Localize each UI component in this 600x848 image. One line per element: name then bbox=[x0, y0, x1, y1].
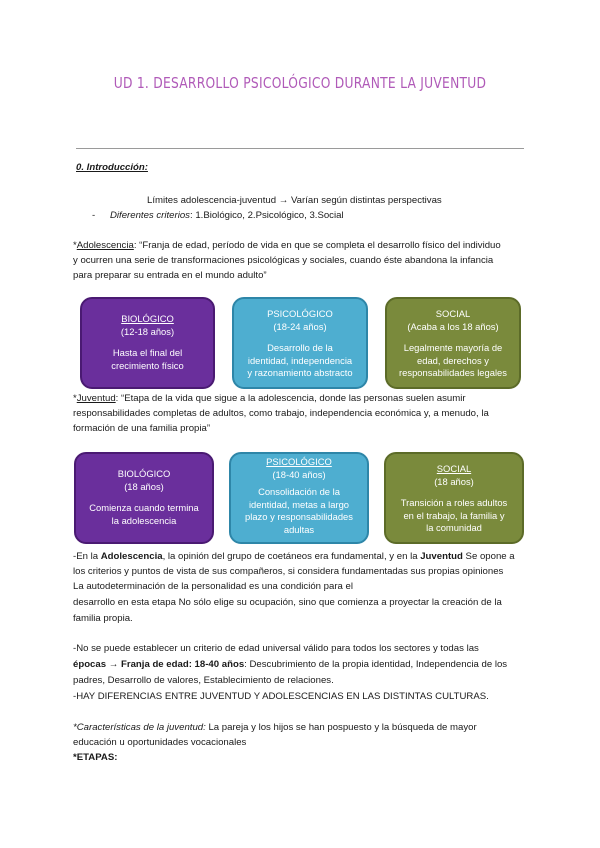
adolescencia-def-line2: y ocurren una serie de transformaciones psicológicas y sociales, cuando éste abandona la infancia bbox=[73, 255, 494, 266]
box-range: (Acaba a los 18 años) bbox=[407, 320, 499, 332]
box-desc: identidad, independencia bbox=[247, 354, 353, 366]
box-desc: crecimiento físico bbox=[111, 359, 184, 371]
criteria-dash: - bbox=[92, 210, 96, 221]
box-social-adolescencia bbox=[385, 297, 521, 389]
box-biologico-adolescencia bbox=[80, 297, 215, 389]
text: , la opinión del grupo de coetáneos era fundamental, y en la bbox=[162, 551, 421, 562]
section-heading: 0. Introducción: bbox=[76, 162, 148, 173]
limits-text: Límites adolescencia-juventud → Varían según distintas perspectivas bbox=[147, 195, 442, 206]
para1-line3: La autodeterminación de la personalidad es una condición para el bbox=[73, 581, 354, 592]
box-desc: adultas bbox=[283, 523, 315, 535]
box-title: BIOLÓGICO bbox=[117, 468, 171, 479]
box-title: BIOLÓGICO bbox=[121, 313, 174, 324]
box-desc: Desarrollo de la bbox=[267, 342, 333, 353]
text: -En la bbox=[73, 551, 101, 562]
box-title: PSICOLÓGICO bbox=[267, 308, 333, 319]
box-desc: Transición a roles adultos bbox=[400, 497, 508, 508]
box-desc: responsabilidades legales bbox=[399, 367, 507, 378]
box-title: PSICOLÓGICO bbox=[266, 456, 332, 467]
box-desc: Hasta el final del bbox=[112, 347, 183, 358]
box-range: (18 años) bbox=[434, 475, 474, 487]
juventud-def-line1 bbox=[73, 391, 466, 407]
para1-line4: desarrollo en esta etapa No sólo elige su ocupación, sino que comienza a proyectar la creación de la bbox=[73, 597, 502, 608]
para1-line1 bbox=[73, 549, 515, 565]
page-title: UD 1. DESARROLLO PSICOLÓGICO DURANTE LA JUVENTUD bbox=[113, 74, 487, 92]
para1-line2: los criterios y puntos de vista de sus compañeros, si considera fundamentadas sus propias opiniones bbox=[73, 566, 504, 577]
adolescencia-term: Adolescencia bbox=[76, 240, 134, 251]
box-psicologico-juventud bbox=[229, 452, 369, 544]
box-range: (18-24 años) bbox=[273, 320, 327, 332]
box-title: SOCIAL bbox=[435, 308, 471, 319]
box-range: (18 años) bbox=[124, 480, 164, 492]
juventud-term: Juventud bbox=[76, 393, 116, 404]
para2-line1: -No se puede establecer un criterio de edad universal válido para todos los sectores y todas las bbox=[73, 643, 479, 654]
para2-line4: -HAY DIFERENCIAS ENTRE JUVENTUD Y ADOLESCENCIAS EN LAS DISTINTAS CULTURAS. bbox=[73, 691, 489, 702]
box-title: SOCIAL bbox=[436, 463, 472, 474]
box-desc: en el trabajo, la familia y bbox=[403, 509, 505, 521]
text: : Descubrimiento de la propia identidad, Independencia de los bbox=[244, 659, 508, 670]
divider bbox=[76, 148, 524, 149]
box-desc: y razonamiento abstracto bbox=[247, 367, 353, 378]
box-desc: identidad, metas a largo bbox=[248, 498, 350, 510]
asterisk: * bbox=[73, 393, 77, 404]
asterisk: * bbox=[73, 240, 77, 251]
criteria-rest: : 1.Biológico, 2.Psicológico, 3.Social bbox=[189, 210, 344, 221]
box-range: (12-18 años) bbox=[120, 325, 175, 337]
para2-line2 bbox=[73, 657, 507, 673]
para2-line3: padres, Desarrollo de valores, Establecimiento de relaciones. bbox=[73, 675, 334, 686]
box-desc: Consolidación de la bbox=[258, 486, 340, 497]
juventud-def-line2: responsabilidades completas de adultos, como trabajo, independencia económica y, a menudo, la bbox=[73, 408, 489, 419]
adolescencia-text1: : “Franja de edad, período de vida en que se completa el desarrollo físico del individuo bbox=[133, 240, 501, 251]
juventud-text1: : “Etapa de la vida que sigue a la adolescencia, donde las personas suelen asumir bbox=[115, 393, 466, 404]
box-desc: Legalmente mayoría de bbox=[403, 342, 503, 353]
juventud-def-line3: formación de una familia propia” bbox=[73, 423, 211, 434]
adolescencia-def-line1 bbox=[73, 238, 501, 254]
text: La pareja y los hijos se han pospuesto y la búsqueda de mayor bbox=[205, 722, 477, 733]
box-desc: la adolescencia bbox=[111, 514, 177, 526]
box-desc: Comienza cuando termina bbox=[89, 502, 199, 513]
etapas-heading: *ETAPAS: bbox=[73, 752, 118, 763]
box-desc: plazo y responsabilidades bbox=[245, 511, 353, 522]
caracteristicas-line2: educación u oportunidades vocacionales bbox=[73, 737, 247, 748]
text: Se opone a bbox=[462, 551, 515, 562]
term-adolescencia: Adolescencia bbox=[100, 551, 163, 562]
box-psicologico-adolescencia bbox=[232, 297, 368, 389]
criteria-line bbox=[110, 208, 344, 224]
criteria-label: Diferentes criterios bbox=[110, 210, 190, 221]
caracteristicas-line1 bbox=[73, 720, 477, 736]
age-range: épocas → Franja de edad: 18-40 años bbox=[73, 659, 245, 670]
box-biologico-juventud bbox=[74, 452, 214, 544]
adolescencia-def-line3: para preparar su entrada en el mundo adulto” bbox=[73, 270, 267, 281]
para1-line5: familia propia. bbox=[73, 613, 133, 624]
box-range: (18-40 años) bbox=[272, 468, 326, 480]
box-social-juventud bbox=[384, 452, 524, 544]
box-desc: la comunidad bbox=[426, 522, 482, 533]
caracteristicas-label: *Características de la juventud: bbox=[73, 722, 206, 733]
term-juventud: Juventud bbox=[420, 551, 463, 562]
box-desc: edad, derechos y bbox=[417, 354, 489, 366]
